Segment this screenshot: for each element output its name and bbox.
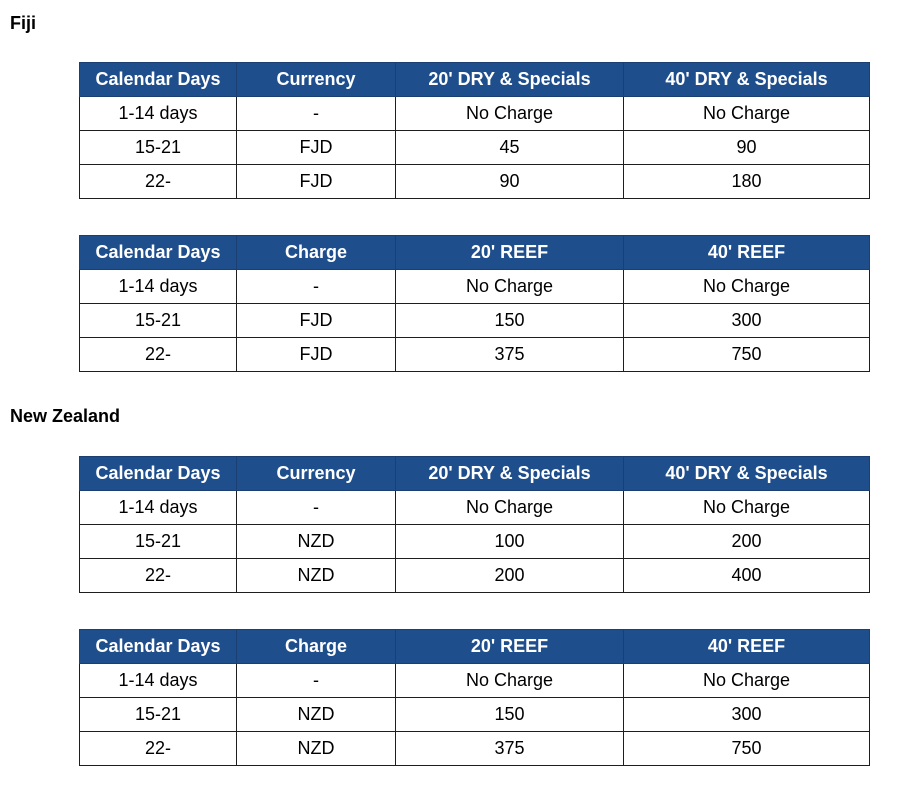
column-header: 20' DRY & Specials [396, 63, 624, 97]
table-header-row [80, 457, 870, 491]
column-header: Charge [237, 236, 396, 270]
table-row [80, 304, 870, 338]
table-cell: 1-14 days [80, 270, 237, 304]
table-row [80, 131, 870, 165]
table-cell: 150 [396, 304, 624, 338]
table-cell: 90 [624, 131, 870, 165]
table-cell: 750 [624, 338, 870, 372]
column-header: 20' REEF [396, 630, 624, 664]
table-cell: NZD [237, 525, 396, 559]
column-header: Calendar Days [80, 63, 237, 97]
table-row [80, 664, 870, 698]
table-cell: 200 [624, 525, 870, 559]
table-cell: 22- [80, 559, 237, 593]
table-cell: 22- [80, 732, 237, 766]
table-cell: No Charge [396, 270, 624, 304]
table-cell: 1-14 days [80, 97, 237, 131]
table-cell: NZD [237, 559, 396, 593]
table-cell: 15-21 [80, 304, 237, 338]
table-header-row [80, 236, 870, 270]
table-cell: - [237, 491, 396, 525]
column-header: 20' DRY & Specials [396, 457, 624, 491]
table-cell: 15-21 [80, 698, 237, 732]
column-header: 20' REEF [396, 236, 624, 270]
table-cell: 200 [396, 559, 624, 593]
fiji-reef-rate-table [79, 235, 870, 372]
table-cell: 300 [624, 698, 870, 732]
table-cell: No Charge [624, 97, 870, 131]
table-cell: No Charge [396, 491, 624, 525]
table-header-row [80, 630, 870, 664]
table-row [80, 97, 870, 131]
table-row [80, 525, 870, 559]
table-cell: 1-14 days [80, 491, 237, 525]
table-cell: No Charge [396, 97, 624, 131]
table-cell: 375 [396, 338, 624, 372]
table-cell: 180 [624, 165, 870, 199]
table-row [80, 698, 870, 732]
table-cell: 90 [396, 165, 624, 199]
table-cell: 15-21 [80, 131, 237, 165]
column-header: 40' REEF [624, 630, 870, 664]
table-header-row [80, 63, 870, 97]
column-header: Charge [237, 630, 396, 664]
nz-dry-rate-table [79, 456, 870, 593]
table-cell: - [237, 97, 396, 131]
nz-reef-rate-table [79, 629, 870, 766]
column-header: Currency [237, 457, 396, 491]
table-cell: 300 [624, 304, 870, 338]
table-cell: 15-21 [80, 525, 237, 559]
table-cell: No Charge [624, 664, 870, 698]
table-cell: 1-14 days [80, 664, 237, 698]
table-cell: 150 [396, 698, 624, 732]
table-cell: 375 [396, 732, 624, 766]
table-cell: NZD [237, 698, 396, 732]
table-row [80, 338, 870, 372]
column-header: 40' REEF [624, 236, 870, 270]
table-cell: 45 [396, 131, 624, 165]
table-cell: 100 [396, 525, 624, 559]
table-cell: - [237, 664, 396, 698]
column-header: 40' DRY & Specials [624, 457, 870, 491]
column-header: Calendar Days [80, 457, 237, 491]
table-row [80, 270, 870, 304]
table-cell: FJD [237, 131, 396, 165]
table-cell: - [237, 270, 396, 304]
table-cell: 22- [80, 165, 237, 199]
table-cell: FJD [237, 338, 396, 372]
table-cell: NZD [237, 732, 396, 766]
column-header: Calendar Days [80, 630, 237, 664]
table-cell: 750 [624, 732, 870, 766]
column-header: Currency [237, 63, 396, 97]
table-row [80, 559, 870, 593]
table-cell: No Charge [396, 664, 624, 698]
section-title-new-zealand: New Zealand [10, 406, 121, 426]
table-cell: 22- [80, 338, 237, 372]
table-cell: No Charge [624, 270, 870, 304]
column-header: Calendar Days [80, 236, 237, 270]
table-cell: FJD [237, 304, 396, 338]
table-cell: FJD [237, 165, 396, 199]
table-row [80, 165, 870, 199]
column-header: 40' DRY & Specials [624, 63, 870, 97]
fiji-dry-rate-table [79, 62, 870, 199]
table-row [80, 732, 870, 766]
section-title-fiji: Fiji [10, 13, 36, 33]
table-cell: No Charge [624, 491, 870, 525]
table-cell: 400 [624, 559, 870, 593]
table-row [80, 491, 870, 525]
